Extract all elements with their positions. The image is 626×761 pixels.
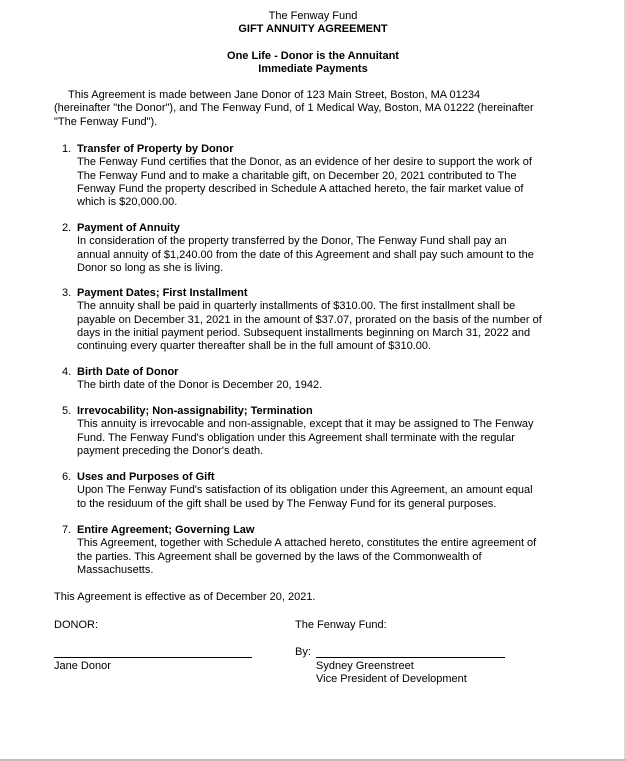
section-number: 6.	[62, 471, 72, 483]
intro-line: "The Fenway Fund").	[54, 115, 158, 128]
donor-name: Jane Donor	[54, 660, 111, 672]
section-line: In consideration of the property transferred by the Donor, The Fenway Fund shall pay an	[77, 235, 507, 248]
section-payment-of-annuity	[62, 222, 572, 275]
section-number: 2.	[62, 222, 72, 234]
section-number: 3.	[62, 287, 72, 299]
section-line: This Agreement, together with Schedule A attached hereto, constitutes the entire agreement of	[77, 537, 537, 550]
signer-name: Sydney Greenstreet	[316, 660, 414, 672]
intro-line: (hereinafter "the Donor"), and The Fenway Fund, of 1 Medical Way, Boston, MA 01222 (hereinafter	[54, 102, 534, 115]
section-line: Massachusetts.	[77, 563, 154, 576]
section-title: Irrevocability; Non-assignability; Termination	[77, 405, 313, 417]
fund-signature-line	[316, 657, 505, 658]
section-irrevocability	[62, 405, 572, 458]
by-label: By:	[295, 646, 311, 658]
section-entire-agreement	[62, 524, 572, 577]
donor-label: DONOR:	[54, 619, 98, 631]
section-line: The Fenway Fund and to make a charitable gift, on December 20, 2021 contributed to The	[77, 169, 517, 182]
section-payment-dates	[62, 287, 572, 353]
section-line: The annuity shall be paid in quarterly installments of $310.00. The first installment shall be	[77, 300, 516, 313]
section-line: annual annuity of $1,240.00 from the date of this Agreement and shall pay such amount to the	[77, 248, 534, 261]
intro-line: This Agreement is made between Jane Donor of 123 Main Street, Boston, MA 01234	[68, 89, 481, 101]
document-subtitle-payments: Immediate Payments	[258, 63, 368, 75]
section-title: Payment of Annuity	[77, 222, 180, 234]
section-number: 1.	[62, 143, 72, 155]
section-transfer-of-property	[62, 143, 572, 209]
intro-paragraph	[54, 89, 569, 129]
donor-signature-line	[54, 657, 252, 658]
section-line: the parties. This Agreement shall be governed by the laws of the Commonwealth of	[77, 550, 482, 563]
section-line: which is $20,000.00.	[77, 196, 178, 209]
section-line: days in the initial payment period. Subsequent installments beginning on March 31, 2022 and	[77, 326, 531, 339]
effective-date-statement: This Agreement is effective as of December 20, 2021.	[54, 591, 316, 603]
section-line: Upon The Fenway Fund's satisfaction of its obligation under this Agreement, an amount equal	[77, 484, 533, 497]
section-title: Payment Dates; First Installment	[77, 287, 248, 299]
section-line: Fenway Fund the property described in Schedule A attached hereto, the fair market value of	[77, 182, 524, 195]
section-uses-and-purposes	[62, 471, 572, 511]
section-number: 4.	[62, 366, 72, 378]
section-line: continuing every quarter thereafter shall be in the full amount of $310.00.	[77, 340, 432, 353]
section-title: Transfer of Property by Donor	[77, 143, 234, 155]
section-line: The Fenway Fund certifies that the Donor, as an evidence of her desire to support the work of	[77, 156, 532, 169]
organization-name: The Fenway Fund	[268, 10, 358, 22]
section-line: payment preceding the Donor's death.	[77, 444, 264, 457]
document-subtitle: One Life - Donor is the Annuitant	[227, 50, 399, 62]
section-title: Entire Agreement; Governing Law	[77, 524, 255, 536]
section-number: 5.	[62, 405, 72, 417]
document-title: GIFT ANNUITY AGREEMENT	[238, 23, 388, 35]
section-line: payable on December 31, 2021 in the amount of $37.07, prorated on the basis of the number of	[77, 313, 542, 326]
section-birth-date	[62, 366, 572, 393]
section-line: to the residuum of the gift shall be used by The Fenway Fund for its general purposes.	[77, 497, 497, 510]
section-line: The birth date of the Donor is December 20, 1942.	[77, 379, 323, 392]
section-number: 7.	[62, 524, 72, 536]
section-line: This annuity is irrevocable and non-assignable, except that it may be assigned to The Fenway	[77, 418, 534, 431]
section-line: Fund. The Fenway Fund's obligation under this Agreement shall terminate with the regular	[77, 431, 515, 444]
signer-title: Vice President of Development	[316, 673, 467, 685]
section-line: Donor so long as she is living.	[77, 261, 224, 274]
fund-label: The Fenway Fund:	[295, 619, 387, 631]
section-title: Birth Date of Donor	[77, 366, 179, 378]
section-title: Uses and Purposes of Gift	[77, 471, 215, 483]
